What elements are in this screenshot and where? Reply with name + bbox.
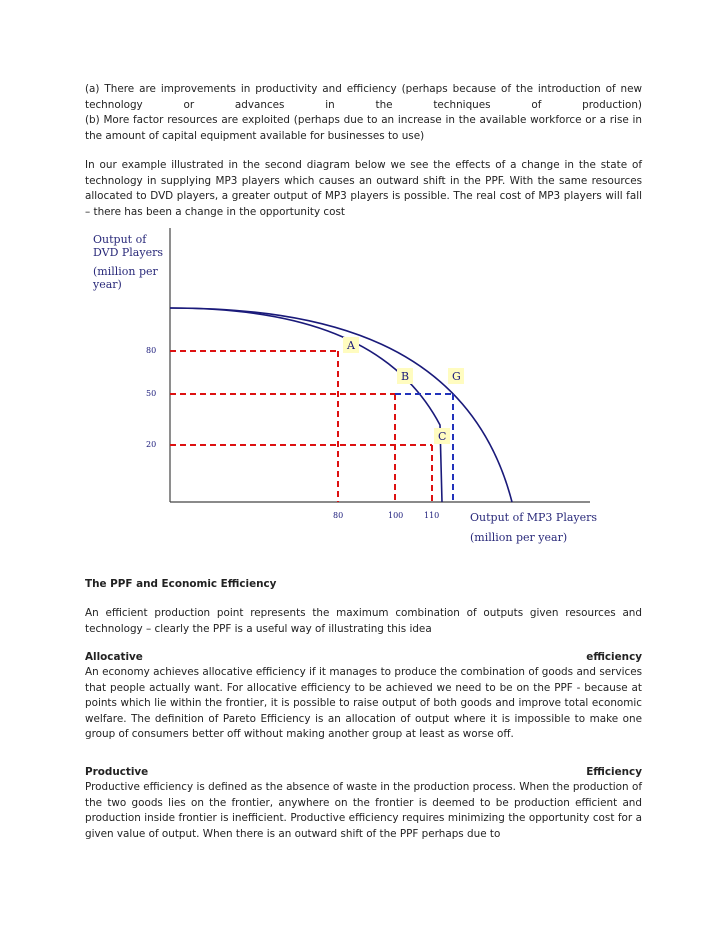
x-tick-80: 80 — [333, 511, 344, 520]
intro-line-b: (b) More factor resources are exploited (perhaps due to an increase in the available workforce or a rise in the amount of capital equipment available for businesses to use) — [85, 114, 642, 142]
allocative-label — [85, 650, 642, 665]
y-axis-label-2: DVD Players — [93, 246, 163, 259]
x-tick-110: 110 — [424, 511, 440, 520]
productive-paragraph: Productive efficiency is defined as the absence of waste in the production process. When the production of the two goods lies on the frontier, anywhere on the frontier is deemed to be production efficient and production inside frontier is inefficient. Productive efficiency requires minimizing the opportunity cost for a given value of output. When there is an outward shift of the PPF perhaps due to — [85, 781, 642, 840]
productive-label-left: Productive — [85, 766, 149, 778]
point-label-g: G — [452, 370, 461, 383]
y-axis-label-1: Output of — [93, 233, 147, 246]
allocative-label-left: Allocative — [85, 651, 143, 663]
allocative-paragraph: An economy achieves allocative efficiency if it manages to produce the combination of goods and services that people actually want. For allocative efficiency to be achieved we need to be on the PPF - because at points which lie within the frontier, it is possible to raise output of both goods and improve total economic welfare. The definition of Pareto Efficiency is an allocation of output where it is impossible to make one group of consumers better off without making another group at least as worse off. — [85, 666, 642, 741]
point-label-a: A — [347, 339, 355, 352]
intro-line-a1: (a) There are improvements in productivity and efficiency (perhaps because of the introduction of new — [85, 83, 642, 95]
productive-label — [85, 765, 642, 780]
y-axis-label-3: (million per — [93, 265, 158, 278]
ppf-curve-original — [170, 308, 442, 502]
point-label-b: B — [401, 370, 410, 383]
ppf-heading: The PPF and Economic Efficiency — [85, 578, 277, 590]
allocative-label-right: efficiency — [586, 651, 642, 663]
productive-label-right: Efficiency — [586, 766, 642, 778]
x-axis-label-1: Output of MP3 Players — [470, 511, 598, 524]
point-label-c: C — [438, 430, 447, 443]
y-tick-50: 50 — [146, 389, 157, 398]
x-axis-label-2: (million per year) — [470, 531, 568, 544]
y-axis-label-4: year) — [93, 278, 122, 291]
ppf-paragraph: An efficient production point represents the maximum combination of outputs given resources and technology – clearly the PPF is a useful way of illustrating this idea — [85, 607, 642, 635]
y-tick-80: 80 — [146, 346, 157, 355]
example-paragraph: In our example illustrated in the second diagram below we see the effects of a change in the state of technology in supplying MP3 players which causes an outward shift in the PPF. With the same resources allocated to DVD players, a greater output of MP3 players is possible. The real cost of MP3 players will fall – there has been a change in the opportunity cost — [85, 159, 642, 218]
x-tick-100: 100 — [388, 511, 404, 520]
y-tick-20: 20 — [146, 440, 157, 449]
intro-line-a2: technology or advances in the techniques of production) — [85, 98, 642, 111]
